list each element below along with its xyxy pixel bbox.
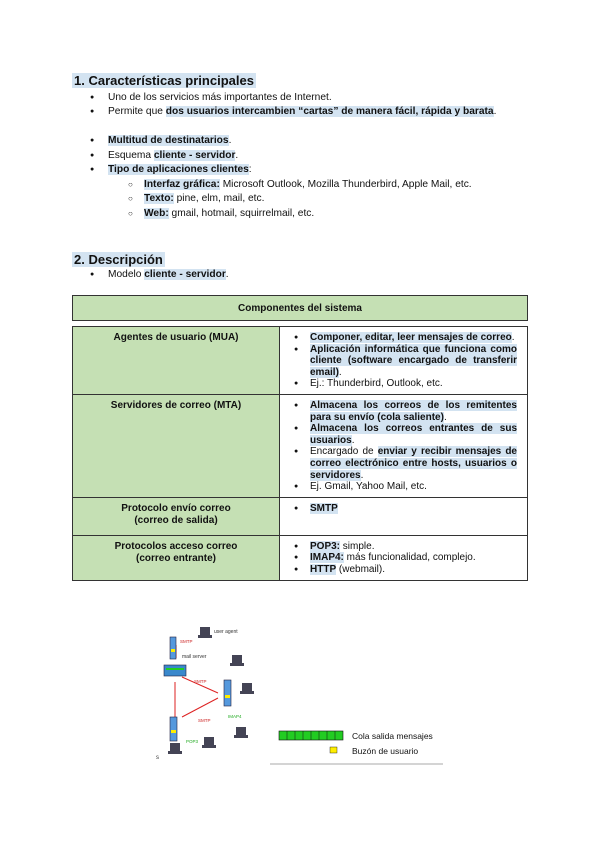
list-item: ● Permite que dos usuarios intercambien “cartas” de manera fácil, rápida y barata. [108, 105, 528, 118]
table-row [73, 327, 528, 395]
legend-queue-swatch [279, 731, 343, 740]
list-item: ● Multitud de destinatarios. [108, 134, 528, 147]
table-row [73, 497, 528, 535]
mail-server-label: mail server [182, 654, 207, 660]
mail-server-icon [170, 637, 176, 659]
section-1-title: 1. Características principales [74, 73, 254, 88]
legend-mailbox-swatch [330, 747, 337, 753]
list-item: ● HTTP (webmail). [310, 564, 517, 576]
row-content [280, 497, 528, 535]
table-header: Componentes del sistema [73, 296, 528, 321]
computer-icon [234, 727, 248, 738]
list-item: ● Modelo cliente - servidor. [108, 268, 528, 281]
mail-server-icon [164, 665, 186, 676]
row-content [280, 394, 528, 497]
list-item: ● IMAP4: más funcionalidad, complejo. [310, 552, 517, 564]
mail-server-icon [170, 717, 177, 741]
row-content [280, 327, 528, 395]
list-item: ● Componer, editar, leer mensajes de correo. [310, 332, 517, 344]
section-1-heading [72, 72, 256, 90]
legend-queue-label: Cola salida mensajes [352, 731, 433, 741]
table-row [73, 535, 528, 580]
list-item: ● Uno de los servicios más importantes de Internet. [108, 91, 528, 104]
list-item: ● SMTP [310, 503, 517, 515]
arrow [182, 698, 218, 717]
list-item: ● POP3: simple. [310, 541, 517, 553]
sub-list-item: ○ Interfaz gráfica: Microsoft Outlook, Mozilla Thunderbird, Apple Mail, etc. [144, 178, 472, 191]
computer-icon [202, 737, 216, 748]
pop3-label: POP3 [186, 739, 199, 744]
list-item: ● Almacena los correos entrantes de sus usuarios. [310, 423, 517, 446]
legend-mailbox-label: Buzón de usuario [352, 746, 419, 756]
smtp-label: SMTP [180, 639, 193, 644]
smtp-label: SMTP [198, 718, 211, 723]
sub-list-item: ○ Texto: pine, elm, mail, etc. [144, 192, 264, 205]
row-label: Agentes de usuario (MUA) [73, 327, 280, 395]
row-label: Protocolo envío correo (correo de salida) [73, 497, 280, 535]
list-item: ● Encargado de enviar y recibir mensajes de correo electrónico entre hosts, usuarios o servidores. [310, 446, 517, 481]
computer-icon [168, 743, 182, 754]
computer-icon [230, 655, 244, 666]
section-2-heading [72, 251, 165, 269]
table-header-row [73, 296, 528, 321]
list-item: ● Almacena los correos de los remitentes para su envío (cola saliente). [310, 400, 517, 423]
email-architecture-diagram [150, 625, 450, 770]
list-item: ● Aplicación informática que funciona como cliente (software encargado de transferir email). [310, 344, 517, 379]
row-label: Protocolos acceso correo (correo entrante) [73, 535, 280, 580]
row-label: Servidores de correo (MTA) [73, 394, 280, 497]
computer-icon [198, 627, 212, 638]
row-content [280, 535, 528, 580]
list-item: ● Tipo de aplicaciones clientes: [108, 163, 528, 176]
computer-icon [240, 683, 254, 694]
sub-list-item: ○ Web: gmail, hotmail, squirrelmail, etc. [144, 207, 314, 220]
imap4-label: IMAP4 [228, 714, 242, 719]
table-row [73, 394, 528, 497]
list-item: ● Ej.: Thunderbird, Outlook, etc. [310, 378, 517, 390]
svg-text:s: s [156, 755, 159, 761]
components-table [72, 295, 528, 581]
list-item: ● Esquema cliente - servidor. [108, 149, 528, 162]
mail-server-icon [224, 680, 231, 706]
smtp-label: SMTP [194, 679, 207, 684]
section-2-title: 2. Descripción [74, 252, 163, 267]
list-item: ● Ej. Gmail, Yahoo Mail, etc. [310, 481, 517, 493]
user-agent-label: user agent [214, 629, 238, 635]
